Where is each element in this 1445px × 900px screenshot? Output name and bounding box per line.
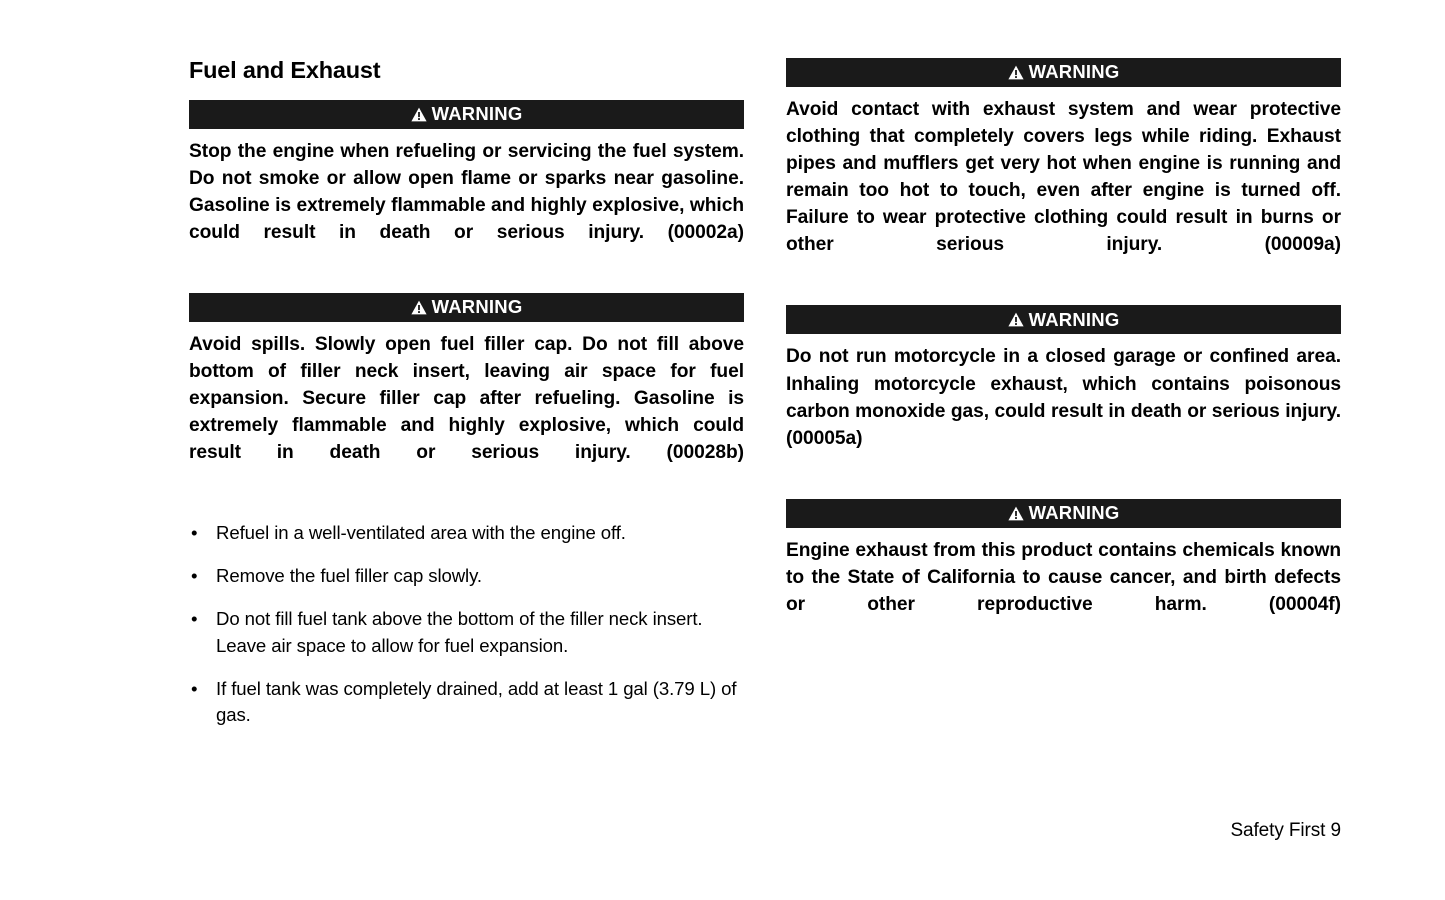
warning-body: Do not run motorcycle in a closed garage or confined area. Inhaling motorcycle exhaust, which contains poisonous carbon monoxide gas, could result in death or serious injury. (00005a) bbox=[786, 346, 1341, 449]
warning-banner-label: WARNING bbox=[431, 103, 523, 125]
list-item-label: Do not fill fuel tank above the bottom of the filler neck insert. Leave air space to allow for fuel expansion. bbox=[216, 608, 703, 656]
bullet-marker: • bbox=[191, 521, 198, 543]
list-item-label: Remove the fuel filler cap slowly. bbox=[216, 564, 482, 586]
bullet-marker: • bbox=[191, 608, 198, 630]
warning-banner bbox=[189, 100, 744, 129]
warning-block bbox=[786, 305, 1341, 478]
warning-block bbox=[786, 499, 1341, 645]
fuel-safety-bullet-list bbox=[189, 520, 744, 729]
warning-banner bbox=[786, 305, 1341, 334]
warning-body: Avoid contact with exhaust system and wear protective clothing that completely covers legs while riding. Exhaust pipes and mufflers get very hot when engine is running and remain too hot to touch, even after engine is turned off. Failure to wear protective clothing could result in burns or other serious injury. (00009a) bbox=[786, 99, 1341, 256]
warning-triangle-icon bbox=[1008, 506, 1024, 521]
list-item-label: Refuel in a well-ventilated area with the engine off. bbox=[216, 521, 626, 543]
list-item bbox=[189, 676, 744, 729]
warning-body: Avoid spills. Slowly open fuel filler cap. Do not fill above bottom of filler neck insert, leaving air space for fuel expansion. Secure filler cap after refueling. Gasoline is extremely flammable and highly explosive, which could result in death or serious injury. (00028b) bbox=[189, 334, 744, 464]
warning-banner bbox=[786, 499, 1341, 528]
list-item-label: If fuel tank was completely drained, add at least 1 gal (3.79 L) of gas. bbox=[216, 678, 737, 726]
bullet-marker: • bbox=[191, 564, 198, 586]
warning-banner bbox=[786, 58, 1341, 87]
list-item bbox=[189, 563, 744, 589]
list-item bbox=[189, 520, 744, 546]
warning-banner-label: WARNING bbox=[431, 296, 523, 318]
warning-block bbox=[786, 58, 1341, 285]
warning-triangle-icon bbox=[411, 300, 427, 315]
warning-banner-label: WARNING bbox=[1028, 61, 1120, 83]
page-columns bbox=[189, 58, 1341, 729]
bullet-marker: • bbox=[191, 678, 198, 700]
warning-block bbox=[189, 293, 744, 493]
warning-banner bbox=[189, 293, 744, 322]
page-title: Fuel and Exhaust bbox=[189, 57, 381, 83]
warning-triangle-icon bbox=[1008, 312, 1024, 327]
warning-body: Stop the engine when refueling or servicing the fuel system. Do not smoke or allow open flame or sparks near gasoline. Gasoline is extremely flammable and highly explosive, which could result in death or serious injury. (00002a) bbox=[189, 140, 744, 244]
warning-triangle-icon bbox=[1008, 65, 1024, 80]
warning-banner-label: WARNING bbox=[1028, 502, 1120, 523]
left-column bbox=[189, 58, 744, 729]
warning-triangle-icon bbox=[411, 107, 427, 122]
right-column bbox=[786, 58, 1341, 665]
warning-banner-label: WARNING bbox=[1028, 308, 1120, 330]
list-item bbox=[189, 606, 744, 659]
page-footer: Safety First 9 bbox=[1230, 820, 1341, 841]
warning-block bbox=[189, 100, 744, 273]
warning-body: Engine exhaust from this product contains chemicals known to the State of California to cause cancer, and birth defects or other reproductive harm. (00004f) bbox=[786, 539, 1341, 615]
